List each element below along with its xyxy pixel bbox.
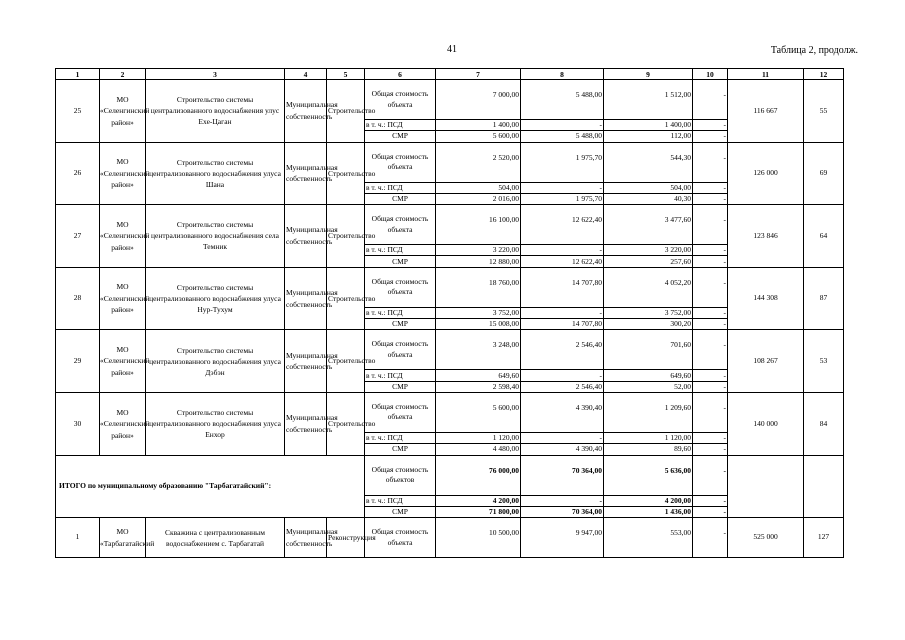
ownership: Муниципальная собственность: [285, 80, 327, 143]
smr-value: 14 707,80: [521, 319, 604, 330]
object-name: Строительство системы централизованного водоснабжения улуса Дэбэн: [146, 330, 285, 393]
total-row: [56, 455, 844, 495]
row-number: 25: [56, 80, 100, 143]
table-row: [56, 142, 844, 182]
column-number-row: [56, 69, 844, 80]
psd-value: 1 120,00: [436, 432, 521, 443]
smr-value: 12 622,40: [521, 256, 604, 267]
cost-label: Общая стоимость объекта: [365, 267, 436, 307]
ownership: Муниципальная собственность: [285, 518, 327, 558]
column-number: 2: [100, 69, 146, 80]
object-name: Скважина с централизованным водоснабжением с. Тарбагатай: [146, 518, 285, 558]
column-number: 4: [285, 69, 327, 80]
col11-value: 108 267: [728, 330, 804, 393]
psd-value: -: [693, 120, 728, 131]
work-kind: Строительство: [327, 330, 365, 393]
psd-value: -: [521, 307, 604, 318]
table-row: [56, 392, 844, 432]
smr-value: 12 880,00: [436, 256, 521, 267]
table-row: [56, 205, 844, 245]
municipality: МО «Селенгинский район»: [100, 330, 146, 393]
psd-value: -: [693, 245, 728, 256]
cost-label: Общая стоимость объекта: [365, 330, 436, 370]
col12-value: 127: [804, 518, 844, 558]
cost-value: -: [693, 267, 728, 307]
table-row: [56, 80, 844, 120]
data-table: [55, 68, 844, 558]
col11-value: 126 000: [728, 142, 804, 205]
psd-label: в т. ч.: ПСД: [365, 370, 436, 381]
cost-value: 1 512,00: [604, 80, 693, 120]
smr-label: СМР: [365, 319, 436, 330]
work-kind: Реконструкция: [327, 518, 365, 558]
cost-value: -: [693, 80, 728, 120]
col12-value: 84: [804, 392, 844, 455]
cost-label: Общая стоимость объектов: [365, 455, 436, 495]
column-number: 11: [728, 69, 804, 80]
psd-label: в т. ч.: ПСД: [365, 120, 436, 131]
smr-value: 112,00: [604, 131, 693, 142]
cost-value: 5 488,00: [521, 80, 604, 120]
col11-value: [728, 455, 804, 518]
smr-value: -: [693, 319, 728, 330]
work-kind: Строительство: [327, 142, 365, 205]
page-number: 41: [447, 44, 457, 55]
col12-value: 53: [804, 330, 844, 393]
ownership: Муниципальная собственность: [285, 267, 327, 330]
psd-value: 3 220,00: [436, 245, 521, 256]
cost-value: 1 209,60: [604, 392, 693, 432]
cost-value: 76 000,00: [436, 455, 521, 495]
col12-value: [804, 455, 844, 518]
cost-value: 2 520,00: [436, 142, 521, 182]
work-kind: Строительство: [327, 392, 365, 455]
smr-value: 71 800,00: [436, 506, 521, 517]
smr-label: СМР: [365, 381, 436, 392]
smr-value: 2 598,40: [436, 381, 521, 392]
ownership: Муниципальная собственность: [285, 392, 327, 455]
row-number: 27: [56, 205, 100, 268]
smr-value: 52,00: [604, 381, 693, 392]
table-row: [56, 267, 844, 307]
smr-value: -: [693, 506, 728, 517]
smr-value: -: [693, 444, 728, 455]
smr-label: СМР: [365, 256, 436, 267]
cost-value: -: [693, 142, 728, 182]
psd-label: в т. ч.: ПСД: [365, 307, 436, 318]
psd-value: -: [521, 495, 604, 506]
smr-value: 40,30: [604, 193, 693, 204]
cost-value: 5 600,00: [436, 392, 521, 432]
psd-value: -: [693, 495, 728, 506]
col11-value: 144 308: [728, 267, 804, 330]
table-row: [56, 330, 844, 370]
col12-value: 55: [804, 80, 844, 143]
smr-value: 4 390,40: [521, 444, 604, 455]
cost-value: 553,00: [604, 518, 693, 558]
column-number: 6: [365, 69, 436, 80]
psd-value: -: [521, 120, 604, 131]
column-number: 1: [56, 69, 100, 80]
column-number: 12: [804, 69, 844, 80]
smr-value: 70 364,00: [521, 506, 604, 517]
smr-value: 15 008,00: [436, 319, 521, 330]
municipality: МО «Селенгинский район»: [100, 142, 146, 205]
smr-value: 300,20: [604, 319, 693, 330]
psd-value: 3 752,00: [436, 307, 521, 318]
cost-value: -: [693, 205, 728, 245]
smr-value: 5 600,00: [436, 131, 521, 142]
smr-value: 5 488,00: [521, 131, 604, 142]
table-row: [56, 518, 844, 558]
psd-label: в т. ч.: ПСД: [365, 182, 436, 193]
psd-value: 1 120,00: [604, 432, 693, 443]
cost-value: 10 500,00: [436, 518, 521, 558]
cost-value: -: [693, 518, 728, 558]
smr-value: 4 480,00: [436, 444, 521, 455]
psd-value: -: [693, 307, 728, 318]
work-kind: Строительство: [327, 267, 365, 330]
psd-value: 504,00: [436, 182, 521, 193]
cost-value: 5 636,00: [604, 455, 693, 495]
smr-label: СМР: [365, 506, 436, 517]
psd-value: -: [521, 432, 604, 443]
cost-label: Общая стоимость объекта: [365, 80, 436, 120]
psd-value: 3 220,00: [604, 245, 693, 256]
psd-value: -: [693, 370, 728, 381]
row-number: 28: [56, 267, 100, 330]
municipality: МО «Селенгинский район»: [100, 80, 146, 143]
col11-value: 116 667: [728, 80, 804, 143]
cost-value: 4 390,40: [521, 392, 604, 432]
col12-value: 69: [804, 142, 844, 205]
cost-value: 3 248,00: [436, 330, 521, 370]
psd-value: 1 400,00: [436, 120, 521, 131]
cost-value: 18 760,00: [436, 267, 521, 307]
smr-value: -: [693, 256, 728, 267]
cost-value: 544,30: [604, 142, 693, 182]
column-number: 10: [693, 69, 728, 80]
object-name: Строительство системы централизованного водоснабжения села Темник: [146, 205, 285, 268]
column-number: 7: [436, 69, 521, 80]
municipality: МО «Селенгинский район»: [100, 267, 146, 330]
municipality: МО «Тарбагатайский: [100, 518, 146, 558]
object-name: Строительство системы централизованного водоснабжения улуса Нур-Тухум: [146, 267, 285, 330]
smr-value: -: [693, 131, 728, 142]
col11-value: 123 846: [728, 205, 804, 268]
psd-value: 649,60: [436, 370, 521, 381]
cost-value: 4 052,20: [604, 267, 693, 307]
total-label: ИТОГО по муниципальному образованию "Тарбагатайский":: [56, 455, 365, 518]
column-number: 9: [604, 69, 693, 80]
smr-label: СМР: [365, 131, 436, 142]
psd-value: 3 752,00: [604, 307, 693, 318]
psd-label: в т. ч.: ПСД: [365, 495, 436, 506]
cost-label: Общая стоимость объекта: [365, 392, 436, 432]
cost-value: 7 000,00: [436, 80, 521, 120]
object-name: Строительство системы централизованного водоснабжения улуса Енхор: [146, 392, 285, 455]
work-kind: Строительство: [327, 205, 365, 268]
psd-value: 504,00: [604, 182, 693, 193]
psd-value: 4 200,00: [436, 495, 521, 506]
row-number: 26: [56, 142, 100, 205]
psd-value: 1 400,00: [604, 120, 693, 131]
cost-value: 1 975,70: [521, 142, 604, 182]
cost-value: 3 477,60: [604, 205, 693, 245]
work-kind: Строительство: [327, 80, 365, 143]
cost-value: 70 364,00: [521, 455, 604, 495]
cost-value: 701,60: [604, 330, 693, 370]
psd-label: в т. ч.: ПСД: [365, 432, 436, 443]
psd-label: в т. ч.: ПСД: [365, 245, 436, 256]
object-name: Строительство системы централизованного водоснабжения улус Ехе-Цаган: [146, 80, 285, 143]
psd-value: -: [693, 182, 728, 193]
cost-label: Общая стоимость объекта: [365, 142, 436, 182]
column-number: 5: [327, 69, 365, 80]
column-number: 3: [146, 69, 285, 80]
table-caption: Таблица 2, продолж.: [770, 45, 858, 56]
cost-value: 14 707,80: [521, 267, 604, 307]
col11-value: 525 000: [728, 518, 804, 558]
psd-value: 649,60: [604, 370, 693, 381]
psd-value: -: [521, 182, 604, 193]
smr-value: 2 016,00: [436, 193, 521, 204]
row-number: 1: [56, 518, 100, 558]
cost-value: 9 947,00: [521, 518, 604, 558]
municipality: МО «Селенгинский район»: [100, 205, 146, 268]
ownership: Муниципальная собственность: [285, 330, 327, 393]
cost-value: -: [693, 392, 728, 432]
col12-value: 87: [804, 267, 844, 330]
column-number: 8: [521, 69, 604, 80]
smr-value: 1 975,70: [521, 193, 604, 204]
psd-value: -: [521, 370, 604, 381]
object-name: Строительство системы централизованного водоснабжения улуса Шана: [146, 142, 285, 205]
col11-value: 140 000: [728, 392, 804, 455]
psd-value: -: [521, 245, 604, 256]
municipality: МО «Селенгинский район»: [100, 392, 146, 455]
row-number: 30: [56, 392, 100, 455]
smr-value: -: [693, 381, 728, 392]
smr-value: 257,60: [604, 256, 693, 267]
cost-value: 16 100,00: [436, 205, 521, 245]
ownership: Муниципальная собственность: [285, 205, 327, 268]
cost-value: -: [693, 455, 728, 495]
smr-value: 1 436,00: [604, 506, 693, 517]
smr-value: 89,60: [604, 444, 693, 455]
psd-value: -: [693, 432, 728, 443]
ownership: Муниципальная собственность: [285, 142, 327, 205]
cost-value: 12 622,40: [521, 205, 604, 245]
table-sheet: [55, 68, 843, 570]
row-number: 29: [56, 330, 100, 393]
col12-value: 64: [804, 205, 844, 268]
cost-label: Общая стоимость объекта: [365, 205, 436, 245]
cost-value: -: [693, 330, 728, 370]
smr-value: -: [693, 193, 728, 204]
smr-value: 2 546,40: [521, 381, 604, 392]
cost-value: 2 546,40: [521, 330, 604, 370]
cost-label: Общая стоимость объекта: [365, 518, 436, 558]
psd-value: 4 200,00: [604, 495, 693, 506]
smr-label: СМР: [365, 444, 436, 455]
smr-label: СМР: [365, 193, 436, 204]
